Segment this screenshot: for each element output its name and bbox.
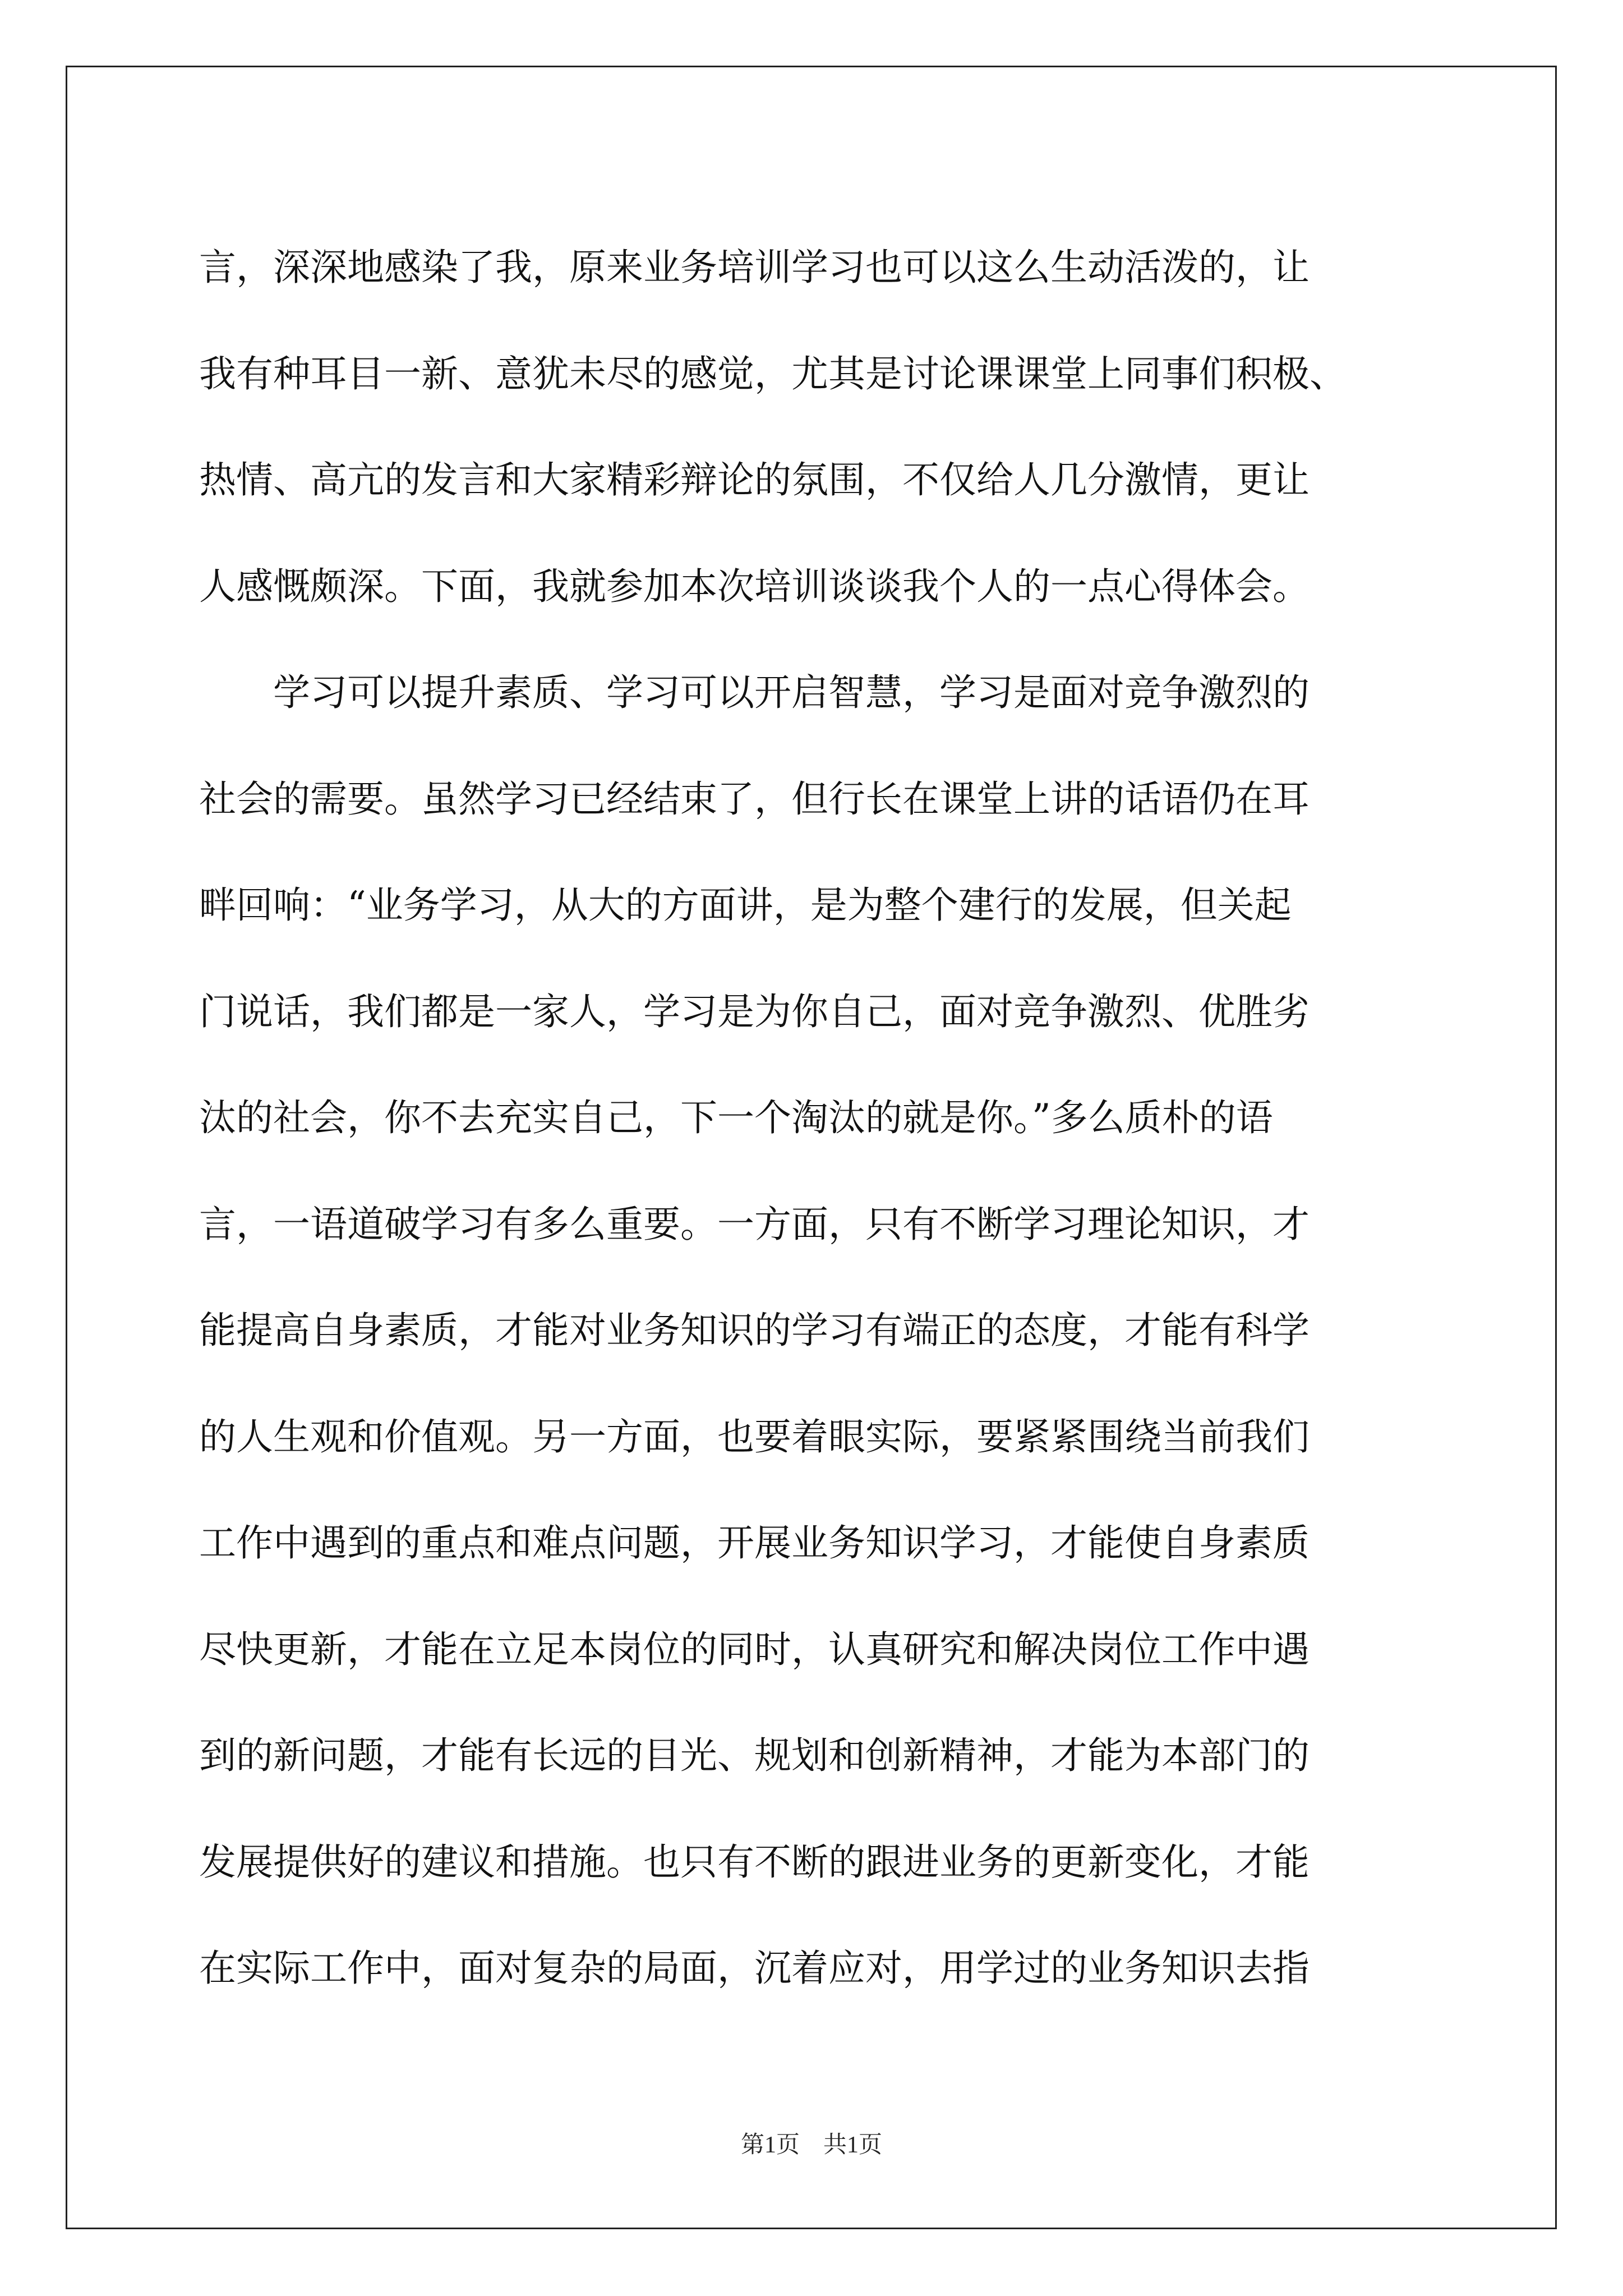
text-line: 畔回响：“业务学习，从大的方面讲，是为整个建行的发展，但关起 — [199, 884, 1292, 927]
text-line: 工作中遇到的重点和难点问题，开展业务知识学习，才能使自身素质 — [199, 1521, 1310, 1565]
text-line: 尽快更新，才能在立足本岗位的同时，认真研究和解决岗位工作中遇 — [199, 1627, 1310, 1671]
text-line: 社会的需要。虽然学习已经结束了，但行长在课堂上讲的话语仍在耳 — [199, 777, 1310, 821]
text-line: 能提高自身素质，才能对业务知识的学习有端正的态度，才能有科学 — [199, 1309, 1310, 1352]
page-number-footer: 第1页 共1页 — [740, 2132, 882, 2158]
text-line: 言，一语道破学习有多么重要。一方面，只有不断学习理论知识，才 — [199, 1202, 1310, 1246]
text-line: 在实际工作中，面对复杂的局面，沉着应对，用学过的业务知识去指 — [199, 1947, 1310, 1990]
text-line: 的人生观和价值观。另一方面，也要着眼实际，要紧紧围绕当前我们 — [199, 1415, 1310, 1458]
text-line: 我有种耳目一新、意犹未尽的感觉，尤其是讨论课课堂上同事们积极、 — [199, 352, 1347, 395]
text-line: 门说话，我们都是一家人，学习是为你自己，面对竞争激烈、优胜劣 — [199, 990, 1310, 1033]
text-line: 发展提供好的建议和措施。也只有不断的跟进业务的更新变化，才能 — [199, 1840, 1310, 1884]
paragraph-start-line: 学习可以提升素质、学习可以开启智慧，学习是面对竞争激烈的 — [273, 671, 1310, 714]
text-line: 言，深深地感染了我，原来业务培训学习也可以这么生动活泼的，让 — [199, 246, 1310, 289]
text-line: 热情、高亢的发言和大家精彩辩论的氛围，不仅给人几分激情，更让 — [199, 458, 1310, 501]
text-line: 到的新问题，才能有长远的目光、规划和创新精神，才能为本部门的 — [199, 1734, 1310, 1777]
text-line: 汰的社会，你不去充实自己，下一个淘汰的就是你。”多么质朴的语 — [199, 1096, 1273, 1139]
text-line: 人感慨颇深。下面，我就参加本次培训谈谈我个人的一点心得体会。 — [199, 564, 1310, 608]
document-body — [199, 214, 1455, 2022]
